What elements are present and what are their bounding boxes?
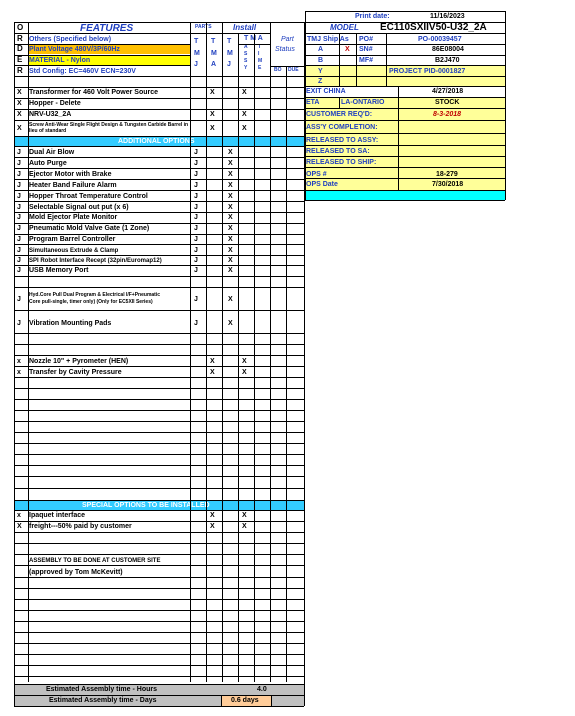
option-tmaj: X xyxy=(228,149,233,156)
grid-line xyxy=(14,265,304,266)
option-mark: J xyxy=(17,204,21,211)
status-label: OPS Date xyxy=(306,181,338,188)
grid-line xyxy=(14,577,304,578)
install-label: Install xyxy=(233,23,257,32)
grid-line xyxy=(14,33,190,34)
grid-line xyxy=(305,200,505,201)
item-tma: X xyxy=(210,523,215,530)
item-tma: X xyxy=(210,512,215,519)
grid-line xyxy=(14,276,304,277)
ship-value: 86E08004 xyxy=(432,46,464,53)
feature-line: Plant Voltage 480V/3P/60Hz xyxy=(29,46,120,53)
ship-code: B xyxy=(318,57,324,64)
item-tma: X xyxy=(210,358,215,365)
grid-line xyxy=(14,599,304,600)
option-tmmj: J xyxy=(194,182,198,189)
note-line: ASSEMBLY TO BE DONE AT CUSTOMER SITE xyxy=(29,558,161,564)
option-text: Auto Purge xyxy=(29,160,67,167)
ship-code: Y xyxy=(318,68,323,75)
order-letter: R xyxy=(17,34,23,43)
status-value: 8-3-2018 xyxy=(433,111,462,118)
option-tmmj: J xyxy=(194,257,198,264)
grid-line xyxy=(254,33,255,682)
option-mark: J xyxy=(17,182,21,189)
grid-line xyxy=(14,621,304,622)
status-label: ASS'Y COMPLETION: xyxy=(306,124,378,131)
grid-line xyxy=(305,11,505,12)
col-tma-letter: M xyxy=(211,50,217,57)
item-assy: X xyxy=(242,369,247,376)
feature-line: MATERIAL - Nylon xyxy=(29,57,91,64)
additional-options-title: ADDITIONAL OPTIONS xyxy=(118,138,195,145)
option-tmaj: X xyxy=(228,193,233,200)
ship-code: A xyxy=(318,46,324,53)
grid-line xyxy=(14,109,304,110)
col-time-letter: E xyxy=(258,65,262,71)
option-mark: J xyxy=(17,225,21,232)
grid-line xyxy=(386,33,387,86)
ship-value: PROJECT PID-0001827 xyxy=(389,68,466,75)
grid-line xyxy=(14,223,304,224)
option-text: Pneumatic Mold Valve Gate (1 Zone) xyxy=(29,225,150,232)
grid-line xyxy=(14,212,304,213)
part-status-label: Status xyxy=(275,46,295,53)
status-label: EXIT CHINA xyxy=(306,88,346,95)
item-tmaj: X xyxy=(228,320,233,327)
grid-line xyxy=(14,355,304,356)
col-assy-letter: A xyxy=(244,44,248,50)
item-text: freight---50% paid by customer xyxy=(29,523,132,530)
part-status-label: Part xyxy=(281,36,294,43)
grid-line xyxy=(14,665,304,666)
option-tmmj: J xyxy=(194,149,198,156)
col-tmmj-letter: T xyxy=(194,38,199,45)
item-text: Transformer for 460 Volt Power Source xyxy=(29,89,159,96)
item-text: Hopper - Delete xyxy=(29,100,81,107)
item-tmmj: J xyxy=(194,320,198,327)
item-text: Hyd.Core Pull Dual Program & Electrical I/F+Pneumatic xyxy=(29,292,161,298)
option-mark: J xyxy=(17,149,21,156)
option-text: Selectable Signal out put (x 6) xyxy=(29,204,129,211)
col-assy-letter: S xyxy=(244,51,248,57)
option-tmmj: J xyxy=(194,204,198,211)
status-value: STOCK xyxy=(435,99,460,106)
option-tmaj: X xyxy=(228,160,233,167)
grid-line xyxy=(305,190,505,191)
grid-line xyxy=(14,366,304,367)
grid-line xyxy=(206,22,207,682)
grid-line xyxy=(505,11,506,200)
status-value: 4/27/2018 xyxy=(432,88,464,95)
option-text: Dual Air Blow xyxy=(29,149,75,156)
tmj-ship-as: TMJ Ship As xyxy=(307,36,349,43)
col-tmaj-letter: M xyxy=(227,50,233,57)
ops-cyan-bar xyxy=(305,190,505,200)
item-mark: J xyxy=(17,296,21,303)
col-tmaj-letter: J xyxy=(227,61,231,68)
status-label: OPS # xyxy=(306,171,327,178)
grid-line xyxy=(221,695,222,706)
grid-line xyxy=(14,454,304,455)
option-tmmj: J xyxy=(194,160,198,167)
grid-line xyxy=(14,55,190,56)
item-mark: x xyxy=(17,358,21,365)
grid-line xyxy=(14,310,304,311)
item-assy: X xyxy=(242,111,247,118)
hours-value: 4.0 xyxy=(257,686,267,693)
option-tmaj: X xyxy=(228,204,233,211)
days-label: Estimated Assembly time - Days xyxy=(49,697,157,704)
item-assy: X xyxy=(242,89,247,96)
item-tma: X xyxy=(210,369,215,376)
grid-line xyxy=(14,87,304,88)
ship-label: MF# xyxy=(359,57,373,64)
grid-line xyxy=(339,97,340,108)
grid-line xyxy=(305,97,505,98)
option-tmmj: J xyxy=(194,247,198,254)
grid-line xyxy=(238,44,270,45)
grid-line xyxy=(190,33,270,34)
grid-line xyxy=(305,86,505,87)
option-text: Heater Band Failure Alarm xyxy=(29,182,117,189)
item-assy: X xyxy=(242,523,247,530)
option-tmaj: X xyxy=(228,225,233,232)
option-tmaj: X xyxy=(228,267,233,274)
feature-line: Std Config: EC=460V ECN=230V xyxy=(29,68,136,75)
status-mid: LA-ONTARIO xyxy=(341,99,385,106)
grid-line xyxy=(270,22,271,682)
bo-label: BO xyxy=(274,67,282,73)
grid-line xyxy=(238,33,239,682)
grid-line xyxy=(14,179,304,180)
grid-line xyxy=(305,120,505,121)
po-value: PO-00039457 xyxy=(418,36,462,43)
option-text: Mold Ejector Plate Monitor xyxy=(29,214,118,221)
item-text: Core pull-single, timer only) (Only for EC5XII Series) xyxy=(29,299,153,305)
features-title: FEATURES xyxy=(80,23,134,34)
item-assy: X xyxy=(242,125,247,132)
grid-line xyxy=(190,22,191,682)
special-options-title: SPECIAL OPTIONS TO BE INSTALLED xyxy=(82,502,210,509)
option-mark: J xyxy=(17,257,21,264)
print-date-label: Print date: xyxy=(355,13,390,20)
grid-line xyxy=(14,521,304,522)
grid-line xyxy=(305,76,505,77)
grid-line xyxy=(305,178,505,179)
grid-line xyxy=(14,695,304,696)
grid-line xyxy=(305,65,505,66)
grid-line xyxy=(14,632,304,633)
grid-line xyxy=(14,22,15,706)
grid-line xyxy=(305,55,505,56)
status-label: RELEASED TO SHIP: xyxy=(306,159,377,166)
grid-line xyxy=(14,244,304,245)
grid-line xyxy=(14,421,304,422)
hours-label: Estimated Assembly time - Hours xyxy=(46,686,157,693)
col-tma-letter: T xyxy=(211,38,216,45)
option-tmmj: J xyxy=(194,236,198,243)
col-tmaj-letter: T xyxy=(227,38,232,45)
grid-line xyxy=(305,167,505,168)
grid-line xyxy=(14,146,304,147)
status-label: RELEASED TO SA: xyxy=(306,148,370,155)
option-tmaj: X xyxy=(228,247,233,254)
item-text: Nozzle 10" + Pyrometer (HEN) xyxy=(29,358,129,365)
grid-line xyxy=(14,76,304,77)
tma-label: T M A xyxy=(244,35,263,42)
grid-line xyxy=(14,532,304,533)
grid-line xyxy=(14,344,304,345)
ship-code: Z xyxy=(318,78,323,85)
col-assy-letter: Y xyxy=(244,65,248,71)
grid-line xyxy=(305,44,505,45)
due-label: DUE xyxy=(288,67,299,73)
grid-line xyxy=(14,388,304,389)
grid-line xyxy=(14,500,304,501)
grid-line xyxy=(339,33,340,86)
col-tmmj-letter: J xyxy=(194,61,198,68)
po-label: PO# xyxy=(359,36,374,43)
option-tmaj: X xyxy=(228,214,233,221)
item-tma: X xyxy=(210,89,215,96)
item-text: Screw Anti-Wear Single Flight Design & Tungsten Carbide Barrel in lieu of standard xyxy=(29,122,189,134)
status-label: RELEASED TO ASSY: xyxy=(306,137,379,144)
grid-line xyxy=(14,168,304,169)
item-text: Transfer by Cavity Pressure xyxy=(29,369,122,376)
grid-line xyxy=(222,22,223,682)
option-mark: J xyxy=(17,247,21,254)
grid-line xyxy=(305,11,306,200)
grid-line xyxy=(14,157,304,158)
ship-value: B2J470 xyxy=(435,57,460,64)
option-mark: J xyxy=(17,193,21,200)
grid-line xyxy=(14,643,304,644)
col-time-letter: I xyxy=(258,51,260,57)
grid-line xyxy=(305,133,505,134)
grid-line xyxy=(14,465,304,466)
option-text: Hopper Throat Temperature Control xyxy=(29,193,148,200)
col-time-letter: M xyxy=(258,58,263,64)
option-tmaj: X xyxy=(228,171,233,178)
grid-line xyxy=(14,201,304,202)
grid-line xyxy=(305,145,505,146)
grid-line xyxy=(305,22,505,23)
grid-line xyxy=(14,588,304,589)
option-tmmj: J xyxy=(194,267,198,274)
item-tma: X xyxy=(210,111,215,118)
option-text: SPI Robot Interface Recept (32pin/Euromap12) xyxy=(29,258,162,264)
item-tmaj: X xyxy=(228,296,233,303)
option-tmmj: J xyxy=(194,171,198,178)
item-mark: X xyxy=(17,111,22,118)
item-text: NRV-U32_2A xyxy=(29,111,72,118)
parts-label: PARTS xyxy=(195,24,212,30)
grid-line xyxy=(14,488,304,489)
order-letter: O xyxy=(17,23,24,32)
grid-line xyxy=(14,565,304,566)
col-tmmj-letter: M xyxy=(194,50,200,57)
col-assy-letter: S xyxy=(244,58,248,64)
model-label: MODEL xyxy=(330,23,359,32)
item-mark: X xyxy=(17,125,22,132)
option-mark: J xyxy=(17,236,21,243)
grid-line xyxy=(14,399,304,400)
item-tma: X xyxy=(210,125,215,132)
order-letter: D xyxy=(17,44,23,53)
grid-line xyxy=(14,676,304,677)
grid-line xyxy=(14,120,304,121)
grid-line xyxy=(14,98,304,99)
note-line: (approved by Tom McKevitt) xyxy=(29,569,123,576)
col-tma-letter: A xyxy=(211,61,217,68)
item-assy: X xyxy=(242,358,247,365)
grid-line xyxy=(14,543,304,544)
option-tmaj: X xyxy=(228,257,233,264)
option-tmmj: J xyxy=(194,214,198,221)
option-text: USB Memory Port xyxy=(29,267,89,274)
grid-line xyxy=(14,44,190,45)
option-mark: J xyxy=(17,267,21,274)
option-text: Ejector Motor with Brake xyxy=(29,171,112,178)
item-tmmj: J xyxy=(194,296,198,303)
option-text: Program Barrel Controller xyxy=(29,236,116,243)
option-tmmj: J xyxy=(194,193,198,200)
status-label: ETA xyxy=(306,99,320,106)
option-mark: J xyxy=(17,171,21,178)
status-value: 18-279 xyxy=(436,171,458,178)
grid-line xyxy=(305,33,505,34)
print-date: 11/16/2023 xyxy=(430,13,465,20)
ship-mark: X xyxy=(345,46,350,53)
option-text: Simultaneous Extrude & Clamp xyxy=(29,248,119,254)
item-mark: x xyxy=(17,369,21,376)
grid-line xyxy=(14,234,304,235)
option-mark: J xyxy=(17,214,21,221)
feature-line: Others (Specified below) xyxy=(29,36,112,43)
option-tmaj: X xyxy=(228,236,233,243)
option-tmmj: J xyxy=(194,225,198,232)
ship-label: SN# xyxy=(359,46,373,53)
order-letter: E xyxy=(17,55,23,64)
option-mark: J xyxy=(17,160,21,167)
grid-line xyxy=(14,65,190,66)
grid-line xyxy=(28,22,29,682)
status-label: CUSTOMER REQ'D: xyxy=(306,111,373,118)
item-mark: x xyxy=(17,512,21,519)
grid-line xyxy=(271,695,272,706)
item-mark: X xyxy=(17,523,22,530)
option-tmaj: X xyxy=(228,182,233,189)
grid-line xyxy=(14,255,304,256)
grid-line xyxy=(305,156,505,157)
status-value: 7/30/2018 xyxy=(432,181,464,188)
item-mark: X xyxy=(17,89,22,96)
days-value: 0.6 days xyxy=(231,697,259,704)
grid-line xyxy=(14,554,304,555)
grid-line xyxy=(398,86,399,190)
grid-line xyxy=(14,654,304,655)
grid-line xyxy=(14,432,304,433)
grid-line xyxy=(14,706,304,707)
item-mark: J xyxy=(17,320,21,327)
item-text: Ipaquet interface xyxy=(29,512,86,519)
col-time-letter: T xyxy=(258,44,262,50)
item-assy: X xyxy=(242,512,247,519)
grid-line xyxy=(14,476,304,477)
grid-line xyxy=(14,410,304,411)
order-letter: R xyxy=(17,66,23,75)
model-value: EC110SXIIV50-U32_2A xyxy=(380,22,487,33)
grid-line xyxy=(14,610,304,611)
grid-line xyxy=(356,33,357,86)
grid-line xyxy=(14,510,304,511)
grid-line xyxy=(14,684,304,685)
grid-line xyxy=(270,66,304,67)
grid-line xyxy=(14,136,304,137)
grid-line xyxy=(14,333,304,334)
item-mark: X xyxy=(17,100,22,107)
grid-line xyxy=(14,443,304,444)
grid-line xyxy=(14,377,304,378)
grid-line xyxy=(14,190,304,191)
item-text: Vibration Mounting Pads xyxy=(29,320,112,327)
grid-line xyxy=(305,108,505,109)
grid-line xyxy=(286,66,287,682)
grid-line xyxy=(14,287,304,288)
